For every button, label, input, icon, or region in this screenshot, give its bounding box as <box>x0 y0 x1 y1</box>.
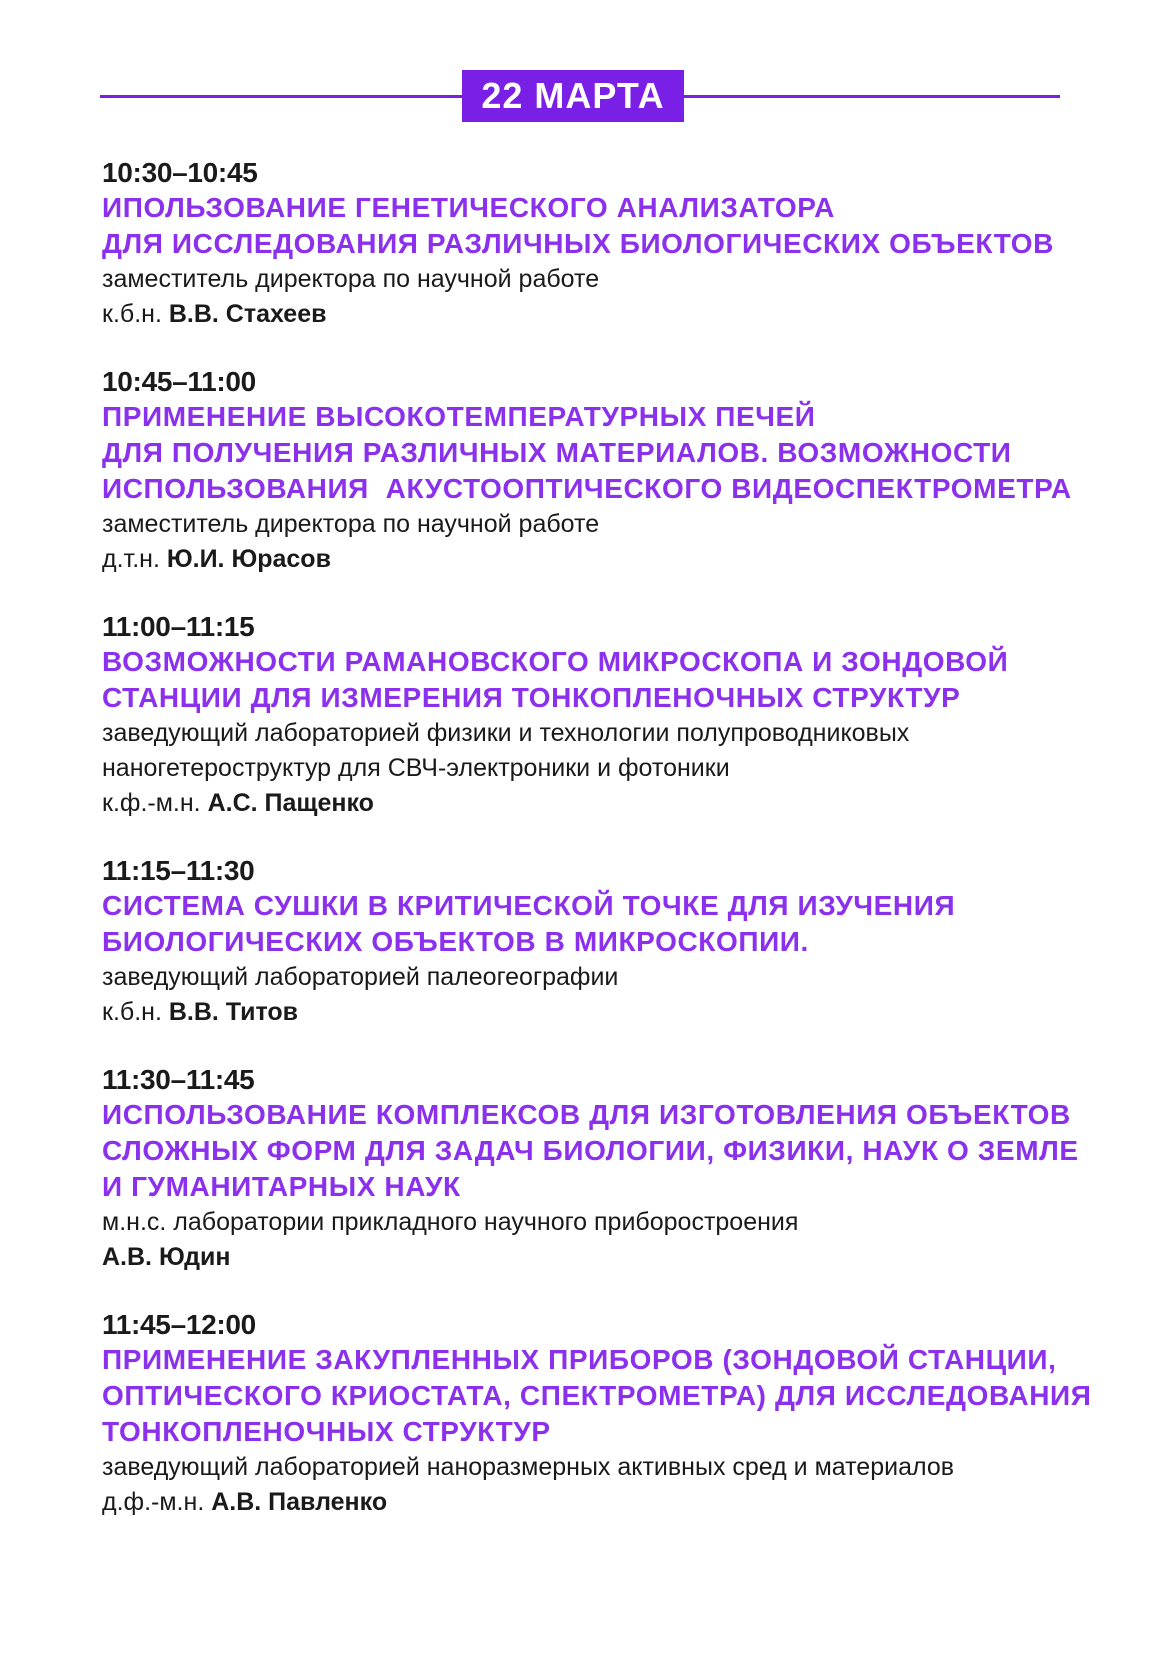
position-line: заместитель директора по научной работе <box>102 510 600 538</box>
speaker-position <box>102 1205 1062 1240</box>
speaker-degree: к.б.н. <box>102 998 169 1026</box>
session <box>102 365 1072 577</box>
session <box>102 1063 1079 1275</box>
session <box>102 854 1062 1030</box>
position-line: м.н.с. лаборатории прикладного научного приборостроения <box>102 1208 799 1236</box>
session-title <box>102 1342 1092 1450</box>
title-line: ДЛЯ ИССЛЕДОВАНИЯ РАЗЛИЧНЫХ БИОЛОГИЧЕСКИХ ОБЪЕКТОВ <box>102 228 1054 259</box>
session-title <box>102 1097 1079 1205</box>
session-time: 11:00–11:15 <box>102 611 255 642</box>
speaker-degree: к.б.н. <box>102 300 169 328</box>
title-line: ИСПОЛЬЗОВАНИЕ КОМПЛЕКСОВ ДЛЯ ИЗГОТОВЛЕНИЯ ОБЪЕКТОВ <box>102 1099 1071 1130</box>
speaker-position <box>102 716 1062 786</box>
title-line: ТОНКОПЛЕНОЧНЫХ СТРУКТУР <box>102 1416 551 1447</box>
position-line: заведующий лабораторией наноразмерных активных сред и материалов <box>102 1453 955 1481</box>
speaker <box>102 786 1062 821</box>
speaker-name: А.В. Юдин <box>102 1243 231 1271</box>
session-time: 10:30–10:45 <box>102 157 258 188</box>
session-title <box>102 644 1062 716</box>
session-time: 11:45–12:00 <box>102 1309 256 1340</box>
speaker-degree: к.ф.-м.н. <box>102 789 208 817</box>
title-line: ВОЗМОЖНОСТИ РАМАНОВСКОГО МИКРОСКОПА И ЗОНДОВОЙ <box>102 646 1009 677</box>
speaker-position <box>102 960 1062 995</box>
title-line: СТАНЦИИ ДЛЯ ИЗМЕРЕНИЯ ТОНКОПЛЕНОЧНЫХ СТРУКТУР <box>102 682 961 713</box>
position-line: заведующий лабораторией физики и технологии полупроводниковых <box>102 719 910 747</box>
speaker-position <box>102 507 1062 542</box>
session <box>102 610 1062 821</box>
session-time: 10:45–11:00 <box>102 366 256 397</box>
title-line: ОПТИЧЕСКОГО КРИОСТАТА, СПЕКТРОМЕТРА) ДЛЯ ИССЛЕДОВАНИЯ <box>102 1380 1092 1411</box>
date-badge: 22 МАРТА <box>462 70 684 122</box>
speaker-degree: д.т.н. <box>102 545 167 573</box>
speaker-name: В.В. Стахеев <box>168 300 327 328</box>
speaker-name: В.В. Титов <box>168 998 299 1026</box>
session-title <box>102 888 1062 960</box>
position-line: заместитель директора по научной работе <box>102 265 600 293</box>
speaker-degree: д.ф.-м.н. <box>102 1488 212 1516</box>
position-line: заведующий лабораторией палеогеографии <box>102 963 619 991</box>
speaker <box>102 995 1062 1030</box>
session-time: 11:15–11:30 <box>102 855 255 886</box>
speaker <box>102 542 1062 577</box>
title-line: ИСПОЛЬЗОВАНИЯ АКУСТООПТИЧЕСКОГО ВИДЕОСПЕКТРОМЕТРА <box>102 473 1072 504</box>
title-line: СИСТЕМА СУШКИ В КРИТИЧЕСКОЙ ТОЧКЕ ДЛЯ ИЗУЧЕНИЯ <box>102 890 956 921</box>
speaker <box>102 297 1062 332</box>
session-time: 11:30–11:45 <box>102 1064 255 1095</box>
title-line: ДЛЯ ПОЛУЧЕНИЯ РАЗЛИЧНЫХ МАТЕРИАЛОВ. ВОЗМОЖНОСТИ <box>102 437 1012 468</box>
speaker-name: А.С. Пащенко <box>207 789 374 817</box>
title-line: ИПОЛЬЗОВАНИЕ ГЕНЕТИЧЕСКОГО АНАЛИЗАТОРА <box>102 192 835 223</box>
title-line: БИОЛОГИЧЕСКИХ ОБЪЕКТОВ В МИКРОСКОПИИ. <box>102 926 809 957</box>
speaker-position <box>102 1450 1062 1485</box>
program-list <box>102 156 1092 1553</box>
title-line: ПРИМЕНЕНИЕ ЗАКУПЛЕННЫХ ПРИБОРОВ (ЗОНДОВОЙ СТАНЦИИ, <box>102 1344 1057 1375</box>
speaker-name: А.В. Павленко <box>211 1488 388 1516</box>
date-header <box>100 70 1060 122</box>
speaker <box>102 1485 1062 1520</box>
session-title <box>102 190 1062 262</box>
position-line: наногетероструктур для СВЧ-электроники и фотоники <box>102 754 730 782</box>
speaker-position <box>102 262 1062 297</box>
title-line: И ГУМАНИТАРНЫХ НАУК <box>102 1171 461 1202</box>
title-line: ПРИМЕНЕНИЕ ВЫСОКОТЕМПЕРАТУРНЫХ ПЕЧЕЙ <box>102 401 816 432</box>
speaker-name: Ю.И. Юрасов <box>166 545 331 573</box>
session <box>102 156 1062 332</box>
session <box>102 1308 1092 1520</box>
title-line: СЛОЖНЫХ ФОРМ ДЛЯ ЗАДАЧ БИОЛОГИИ, ФИЗИКИ, НАУК О ЗЕМЛЕ <box>102 1135 1079 1166</box>
session-title <box>102 399 1072 507</box>
speaker <box>102 1240 1062 1275</box>
